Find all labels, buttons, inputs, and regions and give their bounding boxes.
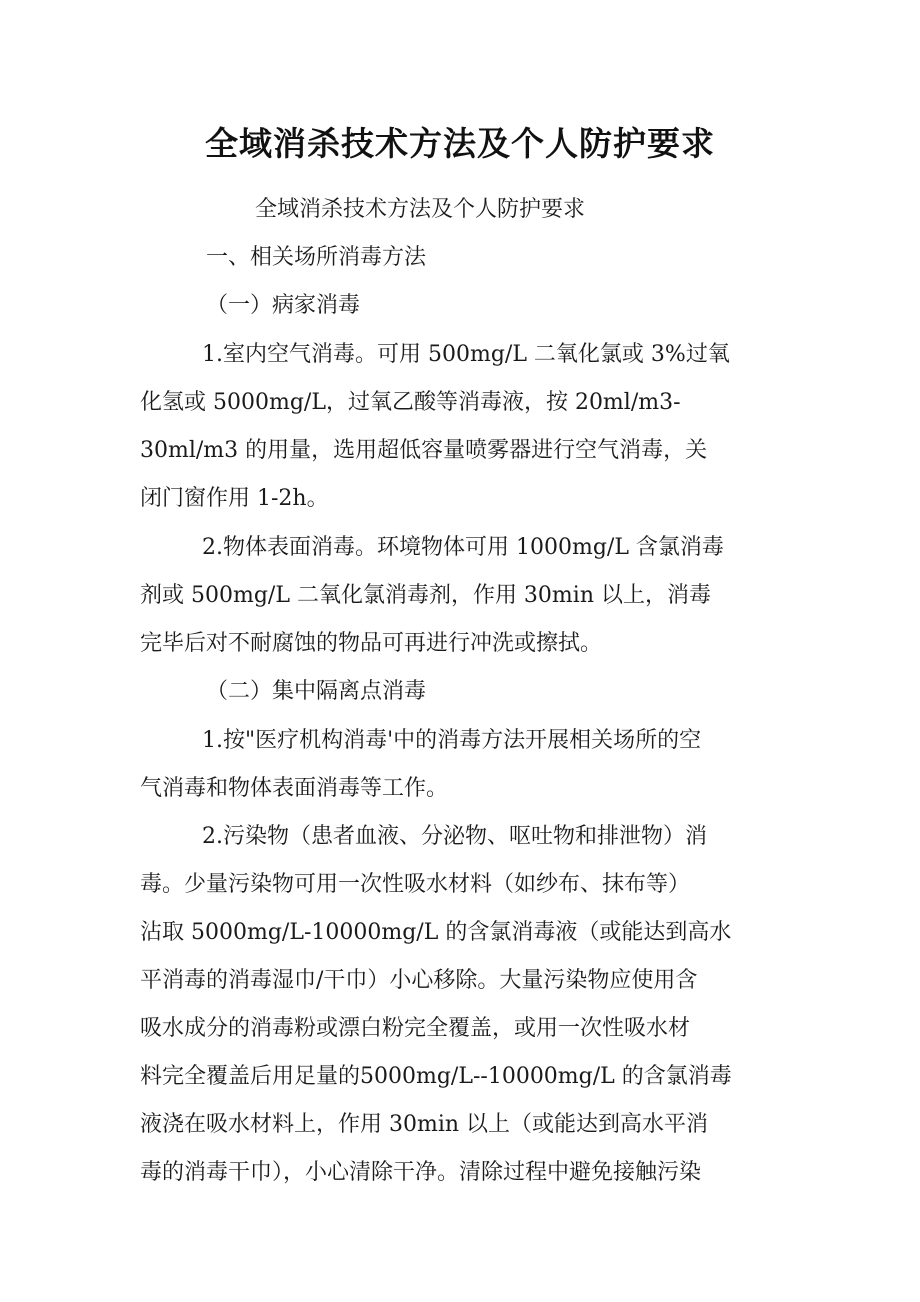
paragraph-line: 完毕后对不耐腐蚀的物品可再进行冲洗或擦拭。 xyxy=(140,631,603,656)
paragraph-line: 1.室内空气消毒。可用 500mg/L 二氧化氯或 3%过氧 xyxy=(202,342,730,367)
paragraph-line: 毒的消毒干巾），小心清除干净。清除过程中避免接触污染 xyxy=(140,1160,702,1185)
paragraph-line: 气消毒和物体表面消毒等工作。 xyxy=(140,776,449,801)
paragraph-line: 1.按"医疗机构消毒'中的消毒方法开展相关场所的空 xyxy=(202,728,702,753)
subsection-heading: （一）病家消毒 xyxy=(206,293,361,318)
paragraph-line: 沾取 5000mg/L-10000mg/L 的含氯消毒液（或能达到高水 xyxy=(140,920,732,945)
document-subtitle: 全域消杀技术方法及个人防护要求 xyxy=(255,197,586,222)
section-heading: 一、相关场所消毒方法 xyxy=(206,245,427,270)
paragraph-line: 吸水成分的消毒粉或漂白粉完全覆盖，或用一次性吸水材 xyxy=(140,1016,691,1041)
paragraph-line: 闭门窗作用 1-2h。 xyxy=(140,486,329,511)
paragraph-line: 2.物体表面消毒。环境物体可用 1000mg/L 含氯消毒 xyxy=(202,535,724,560)
paragraph-line: 毒。少量污染物可用一次性吸水材料（如纱布、抹布等） xyxy=(140,872,691,897)
paragraph-line: 剂或 500mg/L 二氧化氯消毒剂，作用 30min 以上，消毒 xyxy=(140,583,711,608)
document-title: 全域消杀技术方法及个人防护要求 xyxy=(205,124,715,163)
paragraph-line: 化氢或 5000mg/L，过氧乙酸等消毒液，按 20ml/m3- xyxy=(140,390,681,415)
paragraph-line: 料完全覆盖后用足量的5000mg/L--10000mg/L 的含氯消毒 xyxy=(140,1064,732,1089)
paragraph-line: 液浇在吸水材料上，作用 30min 以上（或能达到高水平消 xyxy=(140,1112,709,1137)
subsection-heading: （二）集中隔离点消毒 xyxy=(206,679,427,704)
paragraph-line: 2.污染物（患者血液、分泌物、呕吐物和排泄物）消 xyxy=(202,824,707,849)
paragraph-line: 30ml/m3 的用量，选用超低容量喷雾器进行空气消毒，关 xyxy=(140,438,708,463)
paragraph-line: 平消毒的消毒湿巾/干巾）小心移除。大量污染物应使用含 xyxy=(140,968,698,993)
